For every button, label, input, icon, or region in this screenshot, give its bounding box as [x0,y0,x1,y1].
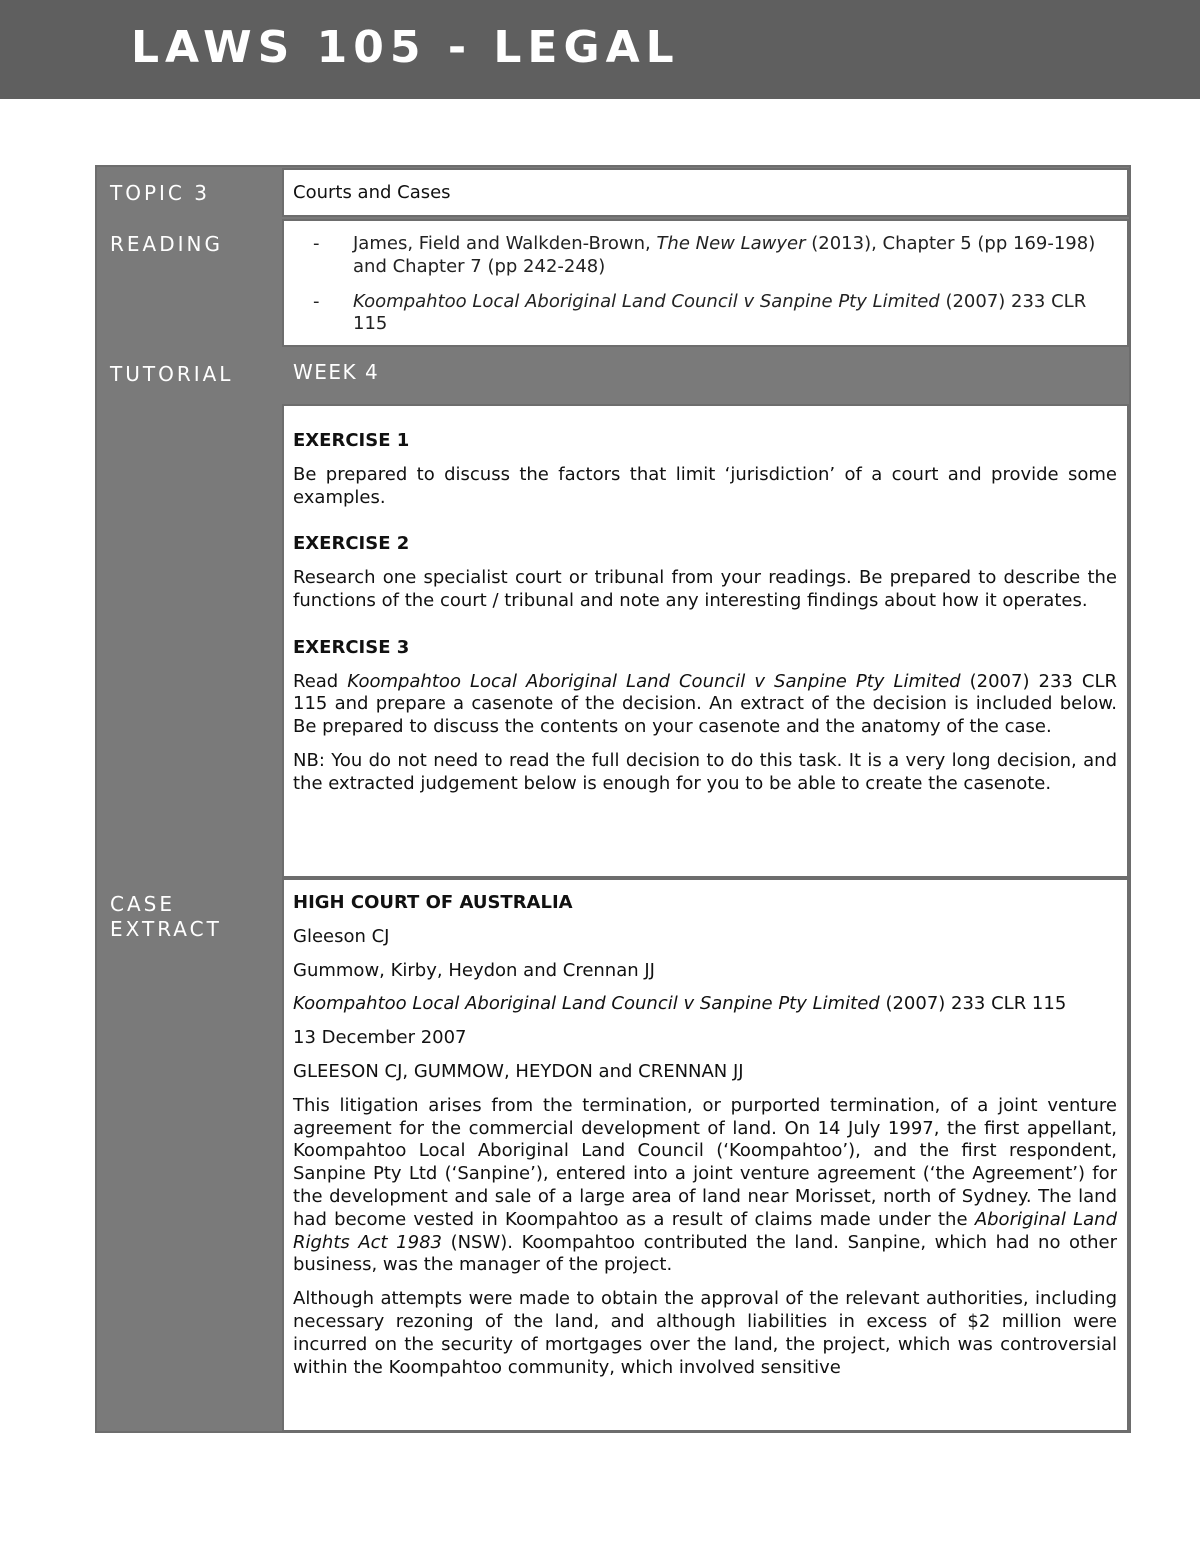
exercise-3-heading: EXERCISE 3 [293,636,410,658]
case-citation: Koompahtoo Local Aboriginal Land Council v Sanpine Pty Limited (2007) 233 CLR 115 [293,993,1067,1015]
tutorial-label: TUTORIAL [110,362,234,386]
reading-item: - James, Field and Walkden-Brown, The New Lawyer (2013), Chapter 5 (pp 169-198) and Chapter 7 (pp 242-248) [313,233,1096,277]
reading-label: READING [110,232,223,256]
document-title: LAWS 105 - LEGAL [131,22,680,73]
exercise-1-heading: EXERCISE 1 [293,430,410,451]
exercise-2-heading: EXERCISE 2 [293,533,410,555]
exercises-cell [282,404,1129,878]
exercise-1-text: Be prepared to discuss the factors that limit ‘jurisdiction’ of a court and provide some examples. [293,463,1117,508]
judgment-paragraph-2: Although attempts were made to obtain the approval of the relevant authorities, including necessary rezoning of the land, and although liabilities in excess of $2 million were incurred on the security of mortgages over the land, the project, which was controversial within the Koompahtoo community, which involved sensitive [293,1288,1117,1378]
bench-line: GLEESON CJ, GUMMOW, HEYDON and CRENNAN JJ [293,1060,744,1082]
reading-cell [282,219,1129,347]
topic-value: Courts and Cases [293,182,451,203]
topic-cell [282,168,1129,217]
exercise-3-text: Read Koompahtoo Local Aboriginal Land Council v Sanpine Pty Limited (2007) 233 CLR 115 and prepare a casenote of the decision. An extract of the decision is included below. Be prepared to discuss the contents on your casenote and the anatomy of the case. [293,670,1118,738]
week-label: WEEK 4 [293,360,380,384]
judges-line: Gummow, Kirby, Heydon and Crennan JJ [293,959,655,981]
case-extract-label: CASE EXTRACT [110,892,222,941]
judgment-paragraph-1: This litigation arises from the termination, or purported termination, of a joint venture agreement for the commercial development of land. On 14 July 1997, the first appellant, Koompahtoo Local Aboriginal Land Council (‘Koompahtoo’), and the first respondent, Sanpine Pty Ltd (‘Sanpine’), entered into a joint venture agreement (‘the Agreement’) for the development and sale of a large area of land near Morisset, north of Sydney. The land had become vested in Koompahtoo as a result of claims made under the Aboriginal Land Rights Act 1983 (NSW). Koompahtoo contributed the land. Sanpine, which had no other business, was the manager of the project. [293,1094,1118,1276]
week-bar [282,350,1129,402]
reading-item: - Koompahtoo Local Aboriginal Land Council v Sanpine Pty Limited (2007) 233 CLR 115 [313,290,1087,335]
topic-label: TOPIC 3 [110,181,210,205]
judgment-date: 13 December 2007 [293,1027,467,1049]
header-bar [0,0,1200,99]
judge-line: Gleeson CJ [293,925,390,947]
reading-list [293,233,1117,336]
case-extract-cell [282,878,1129,1432]
court-name: HIGH COURT OF AUSTRALIA [293,892,573,913]
exercise-2-text: Research one specialist court or tribunal from your readings. Be prepared to describe the functions of the court / tribunal and note any interesting findings about how it operates. [293,567,1117,611]
exercise-3-note: NB: You do not need to read the full decision to do this task. It is a very long decision, and the extracted judgement below is enough for you to be able to create the casenote. [293,749,1117,794]
